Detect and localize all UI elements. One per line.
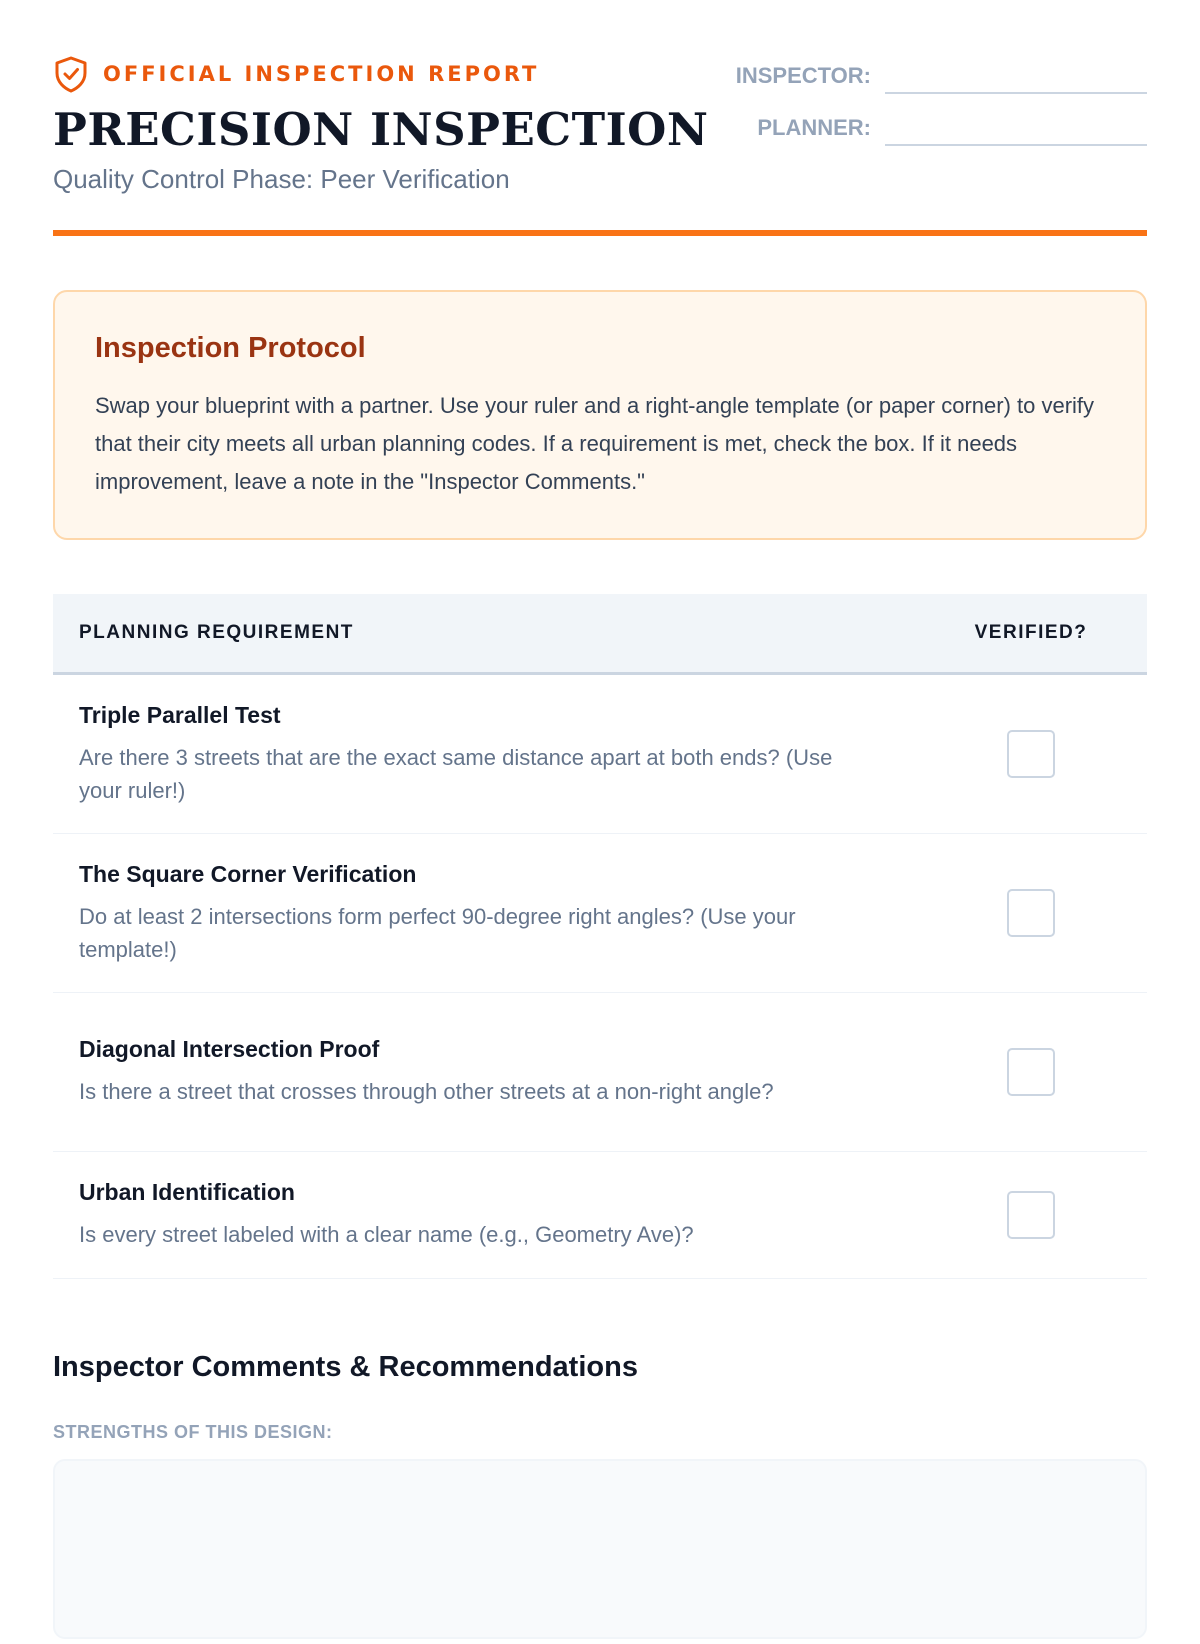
verified-checkbox[interactable] bbox=[1007, 889, 1055, 937]
requirement-description: Is every street labeled with a clear name (e.g., Geometry Ave)? bbox=[79, 1222, 694, 1247]
verified-cell bbox=[941, 1048, 1121, 1096]
table-row bbox=[53, 834, 1147, 993]
column-header-requirement: PLANNING REQUIREMENT bbox=[79, 622, 354, 643]
header-divider bbox=[53, 230, 1147, 236]
table-row bbox=[53, 1152, 1147, 1279]
protocol-box bbox=[53, 290, 1147, 540]
page-subtitle: Quality Control Phase: Peer Verification bbox=[53, 164, 510, 194]
requirement-title: Urban Identification bbox=[79, 1179, 295, 1205]
strengths-textarea[interactable] bbox=[53, 1459, 1147, 1639]
planner-name-line[interactable] bbox=[885, 108, 1147, 146]
verified-cell bbox=[941, 1191, 1121, 1239]
protocol-title: Inspection Protocol bbox=[95, 332, 366, 364]
column-header-verified: VERIFIED? bbox=[974, 622, 1088, 643]
strengths-label: STRENGTHS OF THIS DESIGN: bbox=[53, 1422, 333, 1442]
requirement-description: Is there a street that crosses through other streets at a non-right angle? bbox=[79, 1079, 774, 1104]
page-title: PRECISION INSPECTION bbox=[53, 103, 709, 156]
requirement-cell bbox=[79, 1179, 941, 1251]
protocol-body: Swap your blueprint with a partner. Use your ruler and a right-angle template (or paper corner) to verify that their city meets all urban planning codes. If a requirement is met, check the box. If it needs improvement, leave a note in the "Inspector Comments." bbox=[95, 393, 1095, 494]
verified-checkbox[interactable] bbox=[1007, 1191, 1055, 1239]
report-kicker-text: OFFICIAL INSPECTION REPORT bbox=[103, 62, 540, 86]
table-row bbox=[53, 675, 1147, 834]
requirement-description: Are there 3 streets that are the exact same distance apart at both ends? (Use your ruler!) bbox=[79, 744, 833, 803]
requirement-description: Do at least 2 intersections form perfect 90-degree right angles? (Use your template!) bbox=[79, 903, 796, 962]
signature-fields bbox=[727, 54, 1147, 158]
verified-checkbox[interactable] bbox=[1007, 730, 1055, 778]
comments-title: Inspector Comments & Recommendations bbox=[53, 1351, 638, 1383]
planner-field bbox=[727, 106, 1147, 146]
verified-cell bbox=[941, 730, 1121, 778]
verified-checkbox[interactable] bbox=[1007, 1048, 1055, 1096]
verified-cell bbox=[941, 889, 1121, 937]
requirement-title: Diagonal Intersection Proof bbox=[79, 1036, 380, 1062]
requirement-title: The Square Corner Verification bbox=[79, 860, 417, 887]
requirement-cell bbox=[79, 861, 941, 966]
requirement-cell bbox=[79, 1036, 941, 1108]
inspector-label: INSPECTOR: bbox=[735, 63, 871, 88]
report-header bbox=[53, 54, 1147, 230]
planner-label: PLANNER: bbox=[757, 115, 871, 140]
shield-check-icon bbox=[53, 55, 89, 93]
requirement-title: Triple Parallel Test bbox=[79, 701, 281, 728]
requirements-table bbox=[53, 594, 1147, 1279]
requirement-cell bbox=[79, 702, 941, 807]
inspector-field bbox=[727, 54, 1147, 94]
table-header bbox=[53, 594, 1147, 675]
table-row bbox=[53, 993, 1147, 1152]
inspector-name-line[interactable] bbox=[885, 56, 1147, 94]
